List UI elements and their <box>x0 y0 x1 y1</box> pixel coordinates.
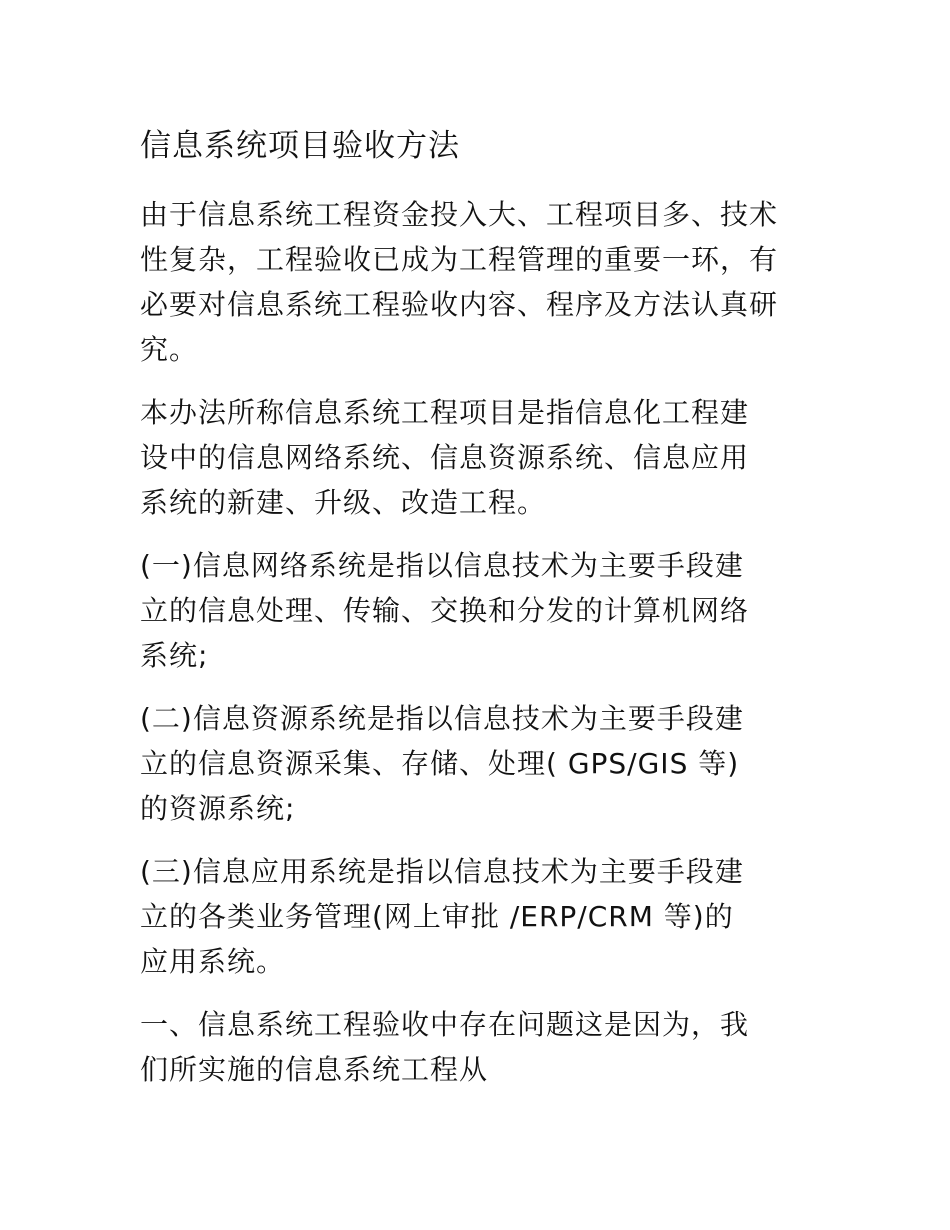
paragraph-line: 系统的新建、升级、改造工程。 <box>140 486 547 519</box>
paragraph-line: 由于信息系统工程资金投入大、工程项目多、技术 <box>140 198 779 231</box>
paragraph-line: 们所实施的信息系统工程从 <box>140 1053 489 1086</box>
paragraph-application-system <box>140 849 810 984</box>
paragraph-line: 立的信息处理、传输、交换和分发的计算机网络 <box>140 594 750 627</box>
paragraph-line: 性复杂，工程验收已成为工程管理的重要一环，有 <box>140 243 779 276</box>
paragraph-scope <box>140 390 810 525</box>
document-body <box>140 192 810 1110</box>
paragraph-line: (一)信息网络系统是指以信息技术为主要手段建 <box>140 549 744 582</box>
paragraph-line: 本办法所称信息系统工程项目是指信息化工程建 <box>140 396 750 429</box>
paragraph-line: (二)信息资源系统是指以信息技术为主要手段建 <box>140 702 744 735</box>
paragraph-problems <box>140 1002 810 1092</box>
paragraph-line: 立的各类业务管理(网上审批 /ERP/CRM 等)的 <box>140 900 734 933</box>
paragraph-intro <box>140 192 810 372</box>
paragraph-resource-system <box>140 696 810 831</box>
document-title: 信息系统项目验收方法 <box>140 128 460 164</box>
paragraph-line: 必要对信息系统工程验收内容、程序及方法认真研 <box>140 288 779 321</box>
paragraph-line: 应用系统。 <box>140 945 286 978</box>
paragraph-line: 立的信息资源采集、存储、处理( GPS/GIS 等) <box>140 747 740 780</box>
paragraph-line: 设中的信息网络系统、信息资源系统、信息应用 <box>140 441 750 474</box>
paragraph-line: 究。 <box>140 333 199 366</box>
paragraph-line: 一、信息系统工程验收中存在问题这是因为，我 <box>140 1008 750 1041</box>
paragraph-line: 系统; <box>140 639 209 672</box>
paragraph-line: 的资源系统; <box>140 792 296 825</box>
paragraph-network-system <box>140 543 810 678</box>
paragraph-line: (三)信息应用系统是指以信息技术为主要手段建 <box>140 855 744 888</box>
